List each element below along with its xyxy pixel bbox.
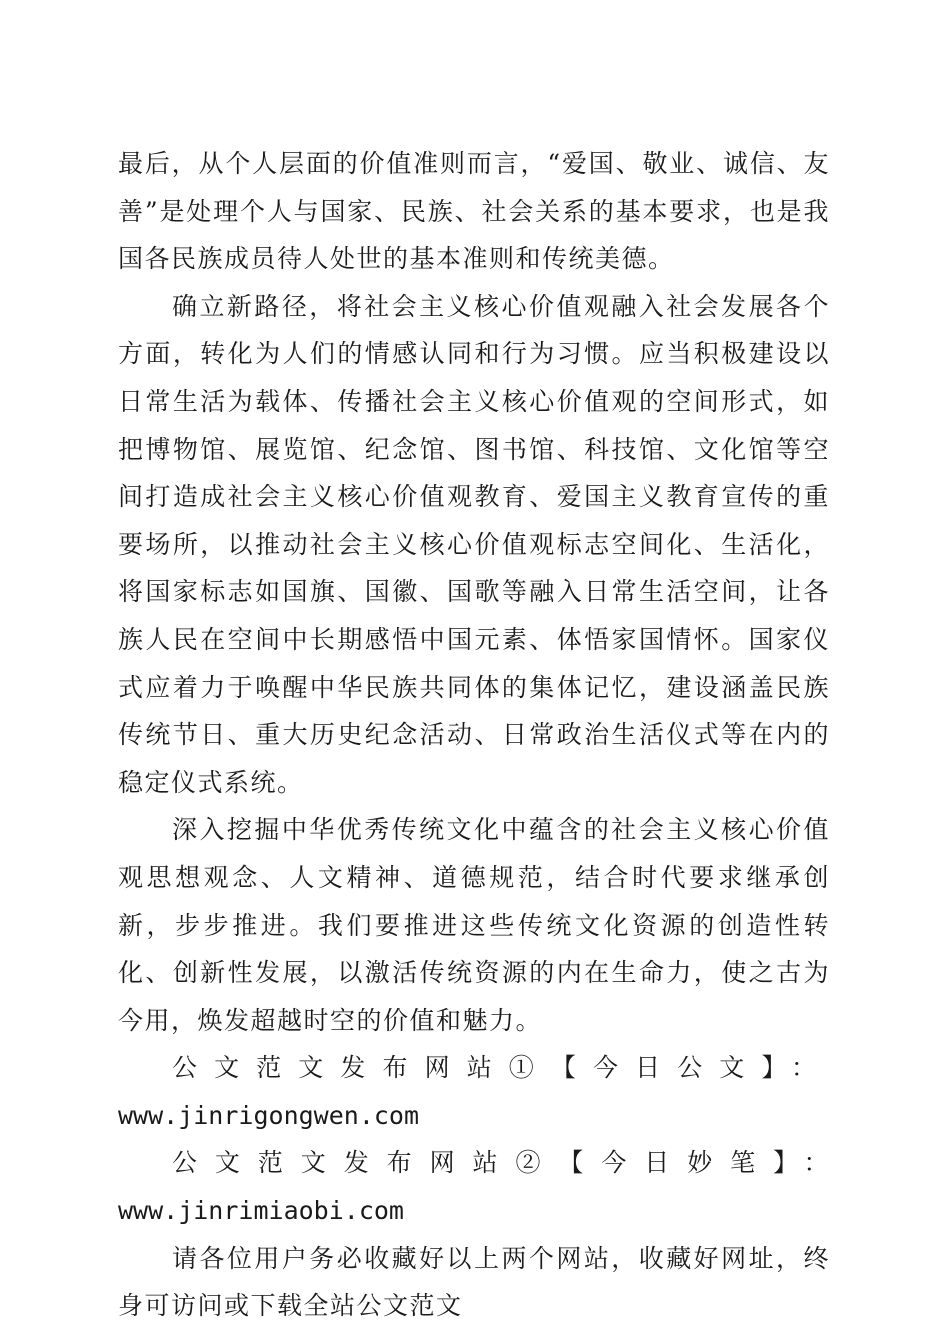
site2-line <box>118 1139 830 1234</box>
site1-url[interactable]: www.jinrigongwen.com <box>118 1100 420 1130</box>
paragraph-personal-values: 最后，从个人层面的价值准则而言，“爱国、敬业、诚信、友善”是处理个人与国家、民族、社会关系的基本要求，也是我国各民族成员待人处世的基本准则和传统美德。 <box>118 149 830 274</box>
paragraph-traditional-culture: 深入挖掘中华优秀传统文化中蕴含的社会主义核心价值观思想观念、人文精神、道德规范，结合时代要求继承创新，步步推进。我们要推进这些传统文化资源的创造性转化、创新性发展，以激活传统资源的内在生命力，使之古为今用，焕发超越时空的价值和魅力。 <box>118 815 830 1035</box>
site2-label: 公文范文发布网站②【今日妙笔】： <box>172 1148 830 1178</box>
paragraph-new-path: 确立新路径，将社会主义核心价值观融入社会发展各个方面，转化为人们的情感认同和行为习惯。应当积极建设以日常生活为载体、传播社会主义核心价值观的空间形式，如把博物馆、展览馆、纪念馆、图书馆、科技馆、文化馆等空间打造成社会主义核心价值观教育、爱国主义教育宣传的重要场所，以推动社会主义核心价值观标志空间化、生活化，将国家标志如国旗、国徽、国歌等融入日常生活空间，让各族人民在空间中长期感悟中国元素、体悟家国情怀。国家仪式应着力于唤醒中华民族共同体的集体记忆，建设涵盖民族传统节日、重大历史纪念活动、日常政治生活仪式等在内的稳定仪式系统。 <box>118 291 830 797</box>
document-body <box>118 140 830 1330</box>
site2-url[interactable]: www.jinrimiaobi.com <box>118 1196 404 1226</box>
site1-label: 公文范文发布网站①【今日公文】： <box>172 1053 830 1083</box>
bookmark-notice: 请各位用户务必收藏好以上两个网站，收藏好网址，终身可访问或下载全站公文范文 <box>118 1243 830 1321</box>
